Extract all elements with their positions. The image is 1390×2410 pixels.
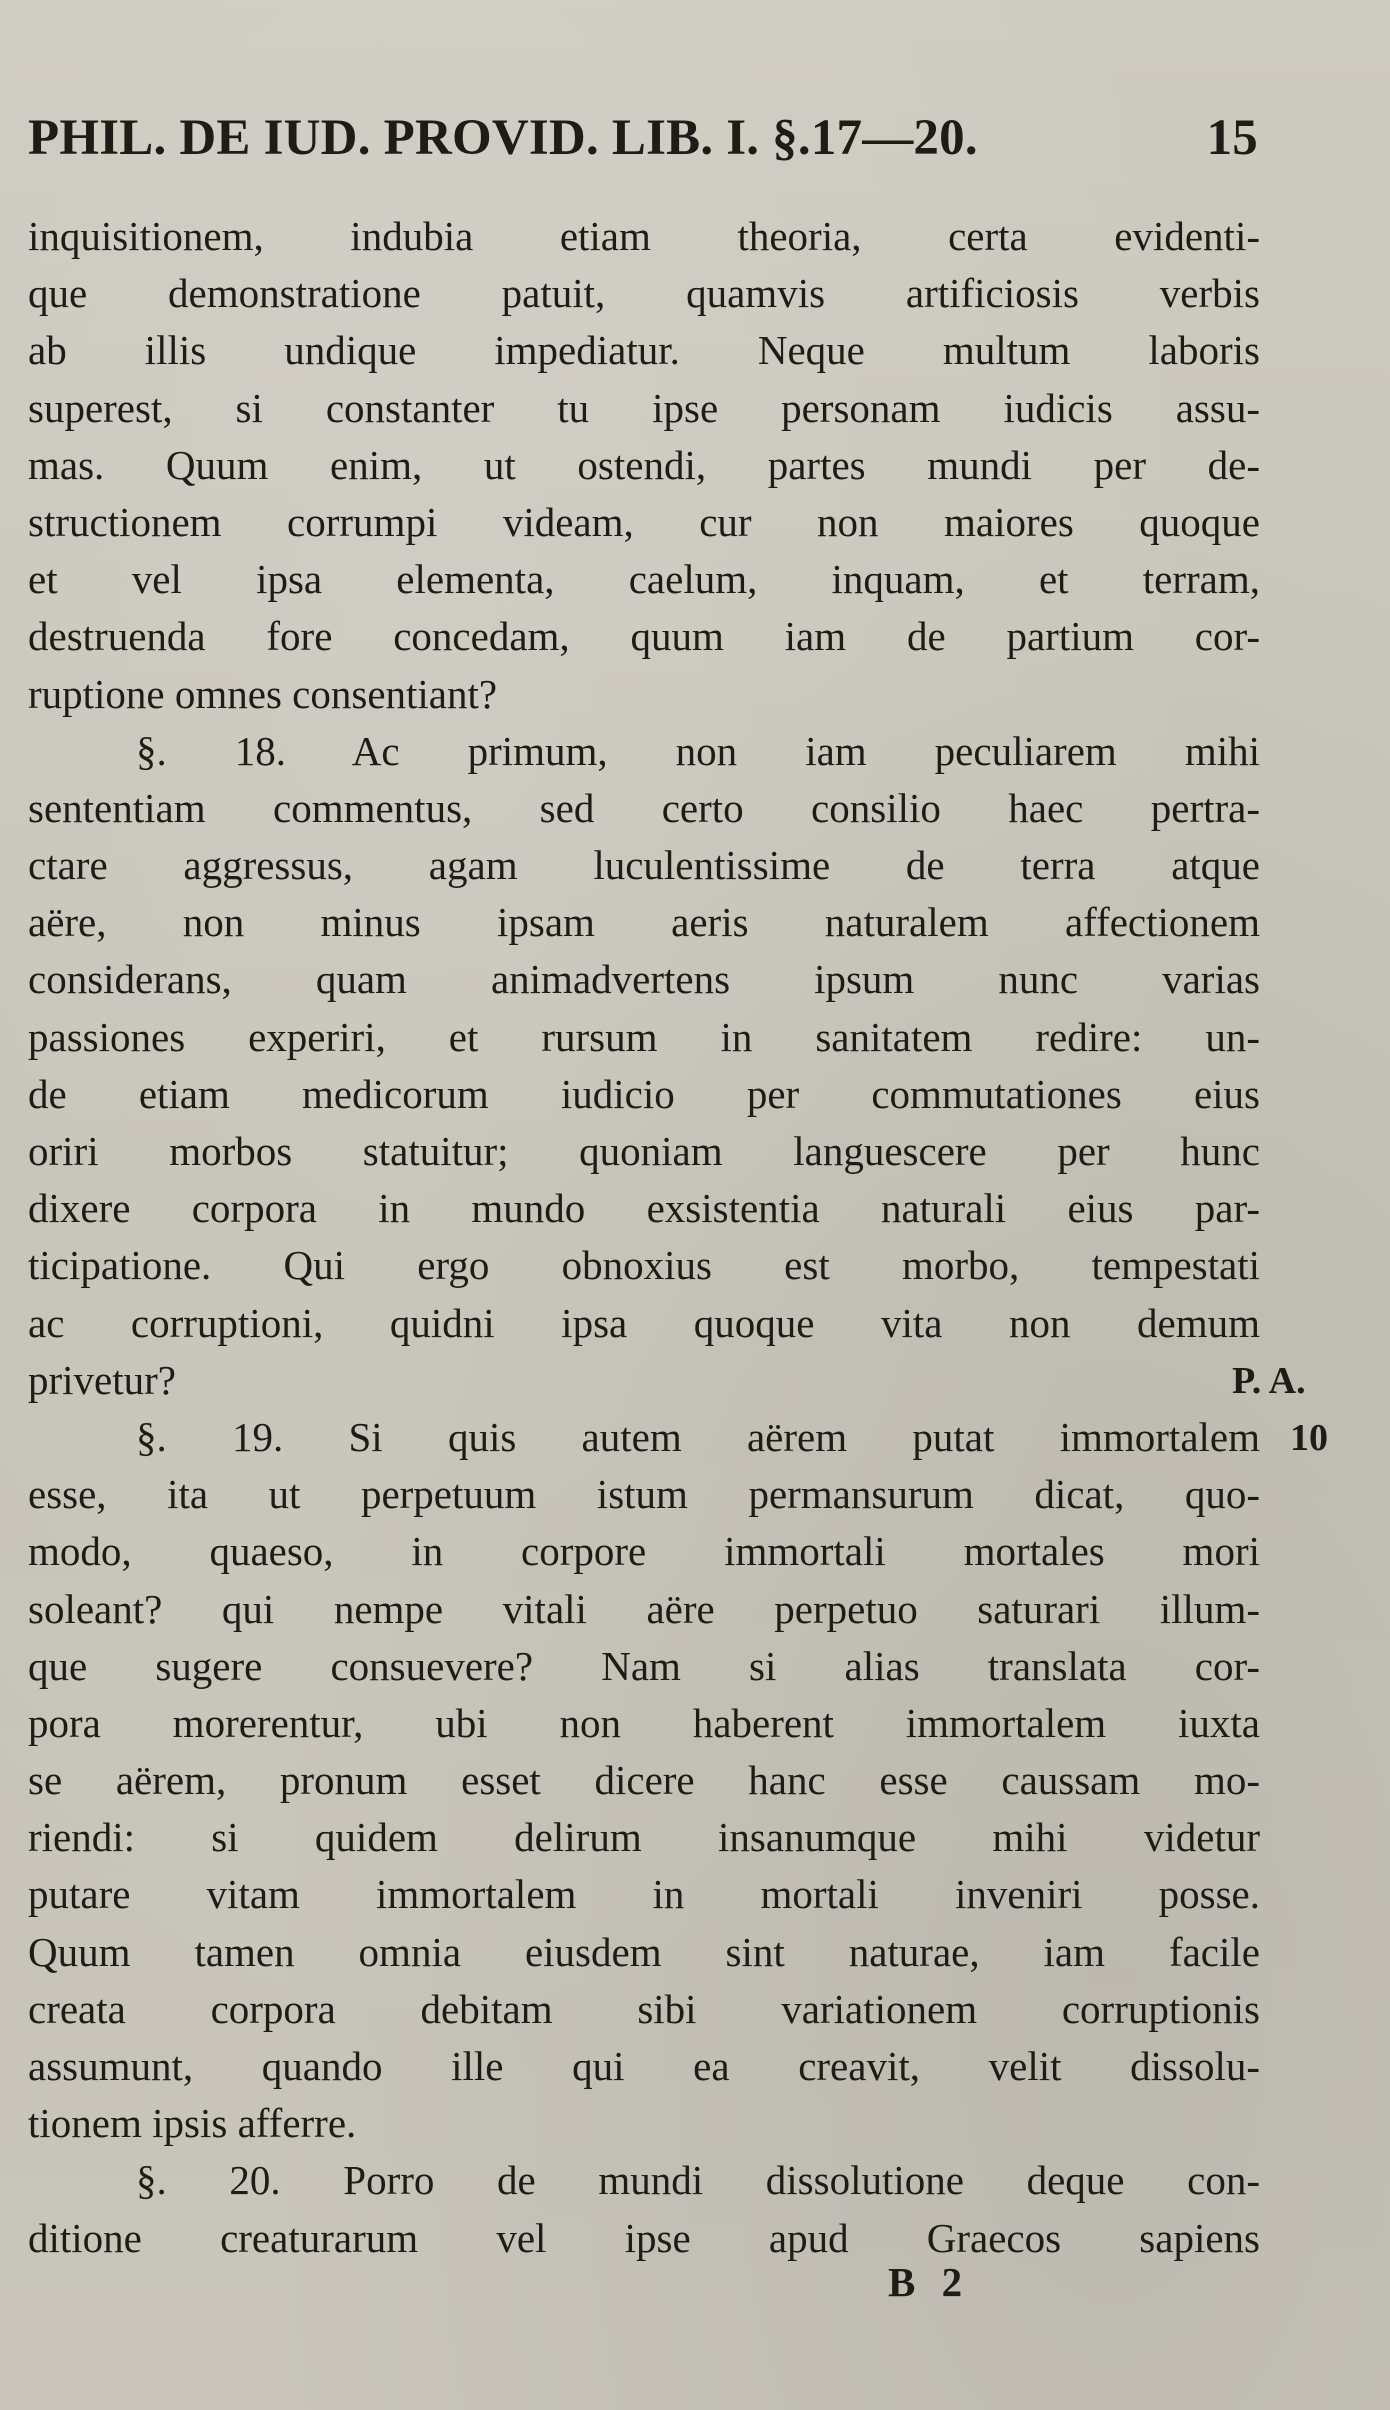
text-line: dixere corpora in mundo exsistentia naturali eius par- [28,1185,1260,1232]
text-line: modo, quaeso, in corpore immortali mortales mori [28,1528,1260,1575]
text-line: riendi: si quidem delirum insanumque mihi videtur [28,1814,1260,1861]
text-line: ab illis undique impediatur. Neque multum laboris [28,327,1260,374]
text-line: ditione creaturarum vel ipse apud Graecos sapiens [28,2214,1260,2261]
text-line: ticipatione. Qui ergo obnoxius est morbo, tempestati [28,1242,1260,1289]
text-line: privetur? [28,1356,176,1403]
text-line: et vel ipsa elementa, caelum, inquam, et terram, [28,556,1260,603]
text-line: oriri morbos statuitur; quoniam languescere per hunc [28,1128,1260,1174]
text-line: ruptione omnes consentiant? [28,670,498,717]
text-line: ac corruptioni, quidni ipsa quoque vita non demum [28,1299,1260,1346]
margin-note-pa-number: 10 [1290,1417,1328,1459]
section-20-start: §. 20. Porro de mundi dissolutione deque con- [136,2157,1260,2204]
body-text [28,208,1260,2267]
text-line: pora morerentur, ubi non haberent immortalem iuxta [28,1699,1260,1746]
text-line: soleant? qui nempe vitali aëre perpetuo saturari illum- [28,1585,1260,1632]
page-number: 15 [1206,110,1258,166]
running-head [28,103,1258,173]
text-line: de etiam medicorum iudicio per commutationes eius [28,1070,1260,1117]
running-head-title: PHIL. DE IUD. PROVID. LIB. I. §.17—20. [28,110,978,166]
text-line: ctare aggressus, agam luculentissime de terra atque [28,842,1260,889]
text-line: inquisitionem, indubia etiam theoria, certa evidenti- [28,213,1260,259]
text-line: structionem corrumpi videam, cur non maiores quoque [28,498,1260,545]
text-line: Quum tamen omnia eiusdem sint naturae, iam facile [28,1928,1260,1975]
text-line: sententiam commentus, sed certo consilio haec pertra- [28,784,1260,831]
text-line: putare vitam immortalem in mortali inveniri posse. [28,1871,1260,1918]
text-line: aëre, non minus ipsam aeris naturalem affectionem [28,899,1260,946]
text-line: se aërem, pronum esset dicere hanc esse caussam mo- [28,1757,1260,1804]
text-line: considerans, quam animadvertens ipsum nunc varias [28,956,1260,1003]
text-line: passiones experiri, et rursum in sanitatem redire: un- [28,1013,1260,1060]
text-line: que demonstratione patuit, quamvis artificiosis verbis [28,270,1260,317]
section-18-start: §. 18. Ac primum, non iam peculiarem mihi [136,727,1260,774]
text-line: mas. Quum enim, ut ostendi, partes mundi per de- [28,441,1260,488]
signature-mark: B 2 [888,2259,971,2305]
text-line: esse, ita ut perpetuum istum permansurum dicat, quo- [28,1471,1260,1518]
text-line: destruenda fore concedam, quum iam de partium cor- [28,613,1260,660]
text-line: que sugere consuevere? Nam si alias translata cor- [28,1642,1260,1689]
text-line: assumunt, quando ille qui ea creavit, velit dissolu- [28,2043,1260,2089]
text-line: creata corpora debitam sibi variationem corruptionis [28,1985,1260,2032]
margin-note-pa-label: P. A. [1232,1360,1306,1402]
section-19-start: §. 19. Si quis autem aërem putat immortalem [136,1413,1260,1460]
text-line: tionem ipsis afferre. [28,2100,357,2147]
text-line: superest, si constanter tu ipse personam iudicis assu- [28,384,1260,431]
